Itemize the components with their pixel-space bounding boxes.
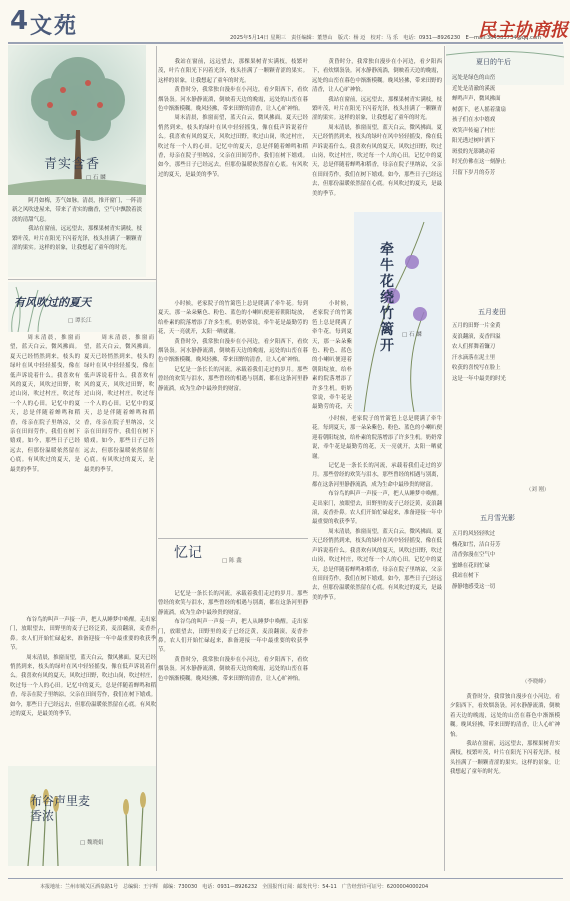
- header-meta: 2025年5月14日 星期三 责任编辑：董慧山 版式：杨 迈 校对：马 乐 电话：0931—8926230 E—mail:364583734@qq.com: [230, 35, 542, 41]
- page-number: 4: [10, 6, 29, 36]
- article-body-continued: 周末清晨，推窗而望，蓝天白云，微风拂面。夏天已经悄然到来，枝头的绿叶在风中轻轻摇曳，像在低声诉说着什么。我喜欢有风的夏天，风吹过田野，吹过山岗，吹过村庄，吹过每一个人的心田。记忆中的夏天，总是伴随着蝉鸣和稻香，母亲在院子里纳凉，父亲在田间劳作，我们在树下嬉戏。如今，那些日子已经远去，但那份温暖依然留在心底。有风吹过的夏天，是最美的季节。: [84, 335, 154, 473]
- section-title: 文苑: [30, 14, 79, 39]
- section-divider: [158, 538, 308, 539]
- article-author: □ 石 麟: [402, 332, 422, 338]
- article-title: 青实含香: [44, 157, 101, 172]
- morning-glory-illustration: [354, 212, 442, 412]
- article-body: 阿月如梅，芳气如脉。清晨，推开窗门，一阵清新之风吹进屋来，带来了青实的幽香，空气中飘散着淡淡的清甜气息。 我站在窗前，远远望去，那棵果树青实满枝，枝繁叶茂，叶片在阳光下闪着光泽，枝头挂满了一颗颗青涩的果实。这样的景象，让我想起了童年的时光。: [12, 198, 142, 252]
- article-maixiang: [8, 616, 156, 872]
- header-rule: [8, 42, 563, 44]
- poem-title: 五月麦田: [478, 308, 506, 316]
- middle-right-lower: 小时候，老家院子的竹篱笆上总是爬满了牵牛花。每到夏天，那一朵朵紫色、粉色、蓝色的小喇叭便迎着朝阳绽放，给朴素的院落增添了许多生机。奶奶常说，牵牛花是最勤劳的花，天一亮就开，太阳一晒就谢。 记忆是一条长长的河流，承载着我们走过的岁月。那些曾经的欢笑与泪水，那些曾经的相遇与别离，都在这条河里静静流淌，成为生命中最珍贵的财富。 布谷鸟的叫声一声接一声，把人从睡梦中唤醒。走出家门，放眼望去，田野里的麦子已经泛黄，麦浪翻滚，麦香扑鼻。农人们开始忙碌起来，准备迎接一年中最重要的收获季节。 周末清晨，推窗而望，蓝天白云，微风拂面。夏天已经悄然到来，枝头的绿叶在风中轻轻摇曳，像在低声诉说着什么。我喜欢有风的夏天，风吹过田野，吹过山岗，吹过村庄，吹过每一个人的心田。记忆中的夏天，总是伴随着蝉鸣和稻香，母亲在院子里纳凉，父亲在田间劳作，我们在树下嬉戏。如今，那些日子已经远去，但那份温暖依然留在心底。有风吹过的夏天，是最美的季节。: [312, 416, 442, 601]
- section-divider: [8, 279, 156, 280]
- poem-body: 五月的风轻轻吹过 槐花如雪，洁白芬芳 清香弥漫在空气中 蜜蜂在花间忙碌 我站在树下 静静地感受这一切: [452, 531, 501, 590]
- poem-body: 远处是绿色的山峦 近处是清澈的溪流 蝉鸣声声，微风拂面 树荫下，老人摇着蒲扇 孩子们在水中嬉戏 欢笑声传遍了村庄 阳光透过树叶洒下 斑驳的光影跳动着 时光仿佛在这一刻静止 只留下岁月的芬芳: [452, 75, 506, 176]
- middle-text-bottom: 小时候，老家院子的竹篱笆上总是爬满了牵牛花。每到夏天，那一朵朵紫色、粉色、蓝色的小喇叭便迎着朝阳绽放，给朴素的院落增添了许多生机。奶奶常说，牵牛花是最勤劳的花，天一亮就开，太阳一晒就谢。 黄昏时分，我常独自漫步在小河边，看夕阳西下，看炊烟袅袅。河水静静流淌，倒映着天边的晚霞，远处的山峦在暮色中渐渐模糊。晚风轻拂，带来田野的清香，让人心旷神怡。 记忆是一条长长的河流，承载着我们走过的岁月。那些曾经的欢笑与泪水，那些曾经的相遇与别离，都在这条河里静静流淌，成为生命中最珍贵的财富。: [158, 301, 308, 392]
- middle-text-lower: 记忆是一条长长的河流，承载着我们走过的岁月。那些曾经的欢笑与泪水，那些曾经的相遇与别离，都在这条河里静静流淌，成为生命中最珍贵的财富。 布谷鸟的叫声一声接一声，把人从睡梦中唤醒。走出家门，放眼望去，田野里的麦子已经泛黄，麦浪翻滚，麦香扑鼻。农人们开始忙碌起来，准备迎接一年中最重要的收获季节。 黄昏时分，我常独自漫步在小河边，看夕阳西下，看炊烟袅袅。河水静静流淌，倒映着天边的晚霞，远处的山峦在暮色中渐渐模糊。晚风轻拂，带来田野的清香，让人心旷神怡。: [158, 591, 308, 682]
- article-title: 布谷声里麦香浓: [30, 794, 91, 823]
- right-lower-text: 黄昏时分，我常独自漫步在小河边，看夕阳西下，看炊烟袅袅。河水静静流淌，倒映着天边的晚霞，远处的山峦在暮色中渐渐模糊。晚风轻拂，带来田野的清香，让人心旷神怡。 我站在窗前，远远望去，那棵果树青实满枝，枝繁叶茂，叶片在阳光下闪着光泽，枝头挂满了一颗颗青涩的果实。这样的景象，让我想起了童年的时光。: [450, 694, 560, 776]
- article-title: 牵牛花绕竹篱开: [380, 242, 394, 354]
- poem-author: （李晓峰）: [522, 679, 549, 685]
- poem-title: 五月雪光影: [480, 514, 515, 522]
- article-title: 有风吹过的夏天: [14, 296, 91, 309]
- tree-illustration: [8, 45, 146, 195]
- article-qingshi: [8, 45, 146, 277]
- article-jiniu: [354, 212, 442, 412]
- middle-text-top: 我站在窗前，远远望去，那棵果树青实满枝，枝繁叶茂，叶片在阳光下闪着光泽，枝头挂满了一颗颗青涩的果实。这样的景象，让我想起了童年的时光。 黄昏时分，我常独自漫步在小河边，看夕阳西下，看炊烟袅袅。河水静静流淌，倒映着天边的晚霞，远处的山峦在暮色中渐渐模糊。晚风轻拂，带来田野的清香，让人心旷神怡。 周末清晨，推窗而望，蓝天白云，微风拂面。夏天已经悄然到来，枝头的绿叶在风中轻轻摇曳，像在低声诉说着什么。我喜欢有风的夏天，风吹过田野，吹过山岗，吹过村庄，吹过每一个人的心田。记忆中的夏天，总是伴随着蝉鸣和稻香，母亲在院子里纳凉，父亲在田间劳作，我们在树下嬉戏。如今，那些日子已经远去，但那份温暖依然留在心底。有风吹过的夏天，是最美的季节。: [158, 59, 308, 178]
- poem-body: 五月的田野一片金黄 麦浪翻滚，麦香四溢 农人们挥舞着镰刀 汗水滴落在泥土里 收获的喜悦写在脸上 这是一年中最美的时光: [452, 323, 506, 382]
- article-author: □ 魏晓娟: [80, 840, 104, 846]
- page-header: [0, 0, 570, 42]
- column-divider: [156, 46, 157, 871]
- article-body: 布谷鸟的叫声一声接一声，把人从睡梦中唤醒。走出家门，放眼望去，田野里的麦子已经泛黄，麦浪翻滚，麦香扑鼻。农人们开始忙碌起来，准备迎接一年中最重要的收获季节。 周末清晨，推窗而望，蓝天白云，微风拂面。夏天已经悄然到来，枝头的绿叶在风中轻轻摇曳，像在低声诉说着什么。我喜欢有风的夏天，风吹过田野，吹过山岗，吹过村庄，吹过每一个人的心田。记忆中的夏天，总是伴随着蝉鸣和稻香，母亲在院子里纳凉，父亲在田间劳作，我们在树下嬉戏。如今，那些日子已经远去，但那份温暖依然留在心底。有风吹过的夏天，是最美的季节。: [10, 617, 156, 718]
- poem-column: [446, 45, 564, 873]
- article-jiyi: [168, 542, 288, 582]
- article-author: □ 石 麟: [86, 175, 106, 181]
- column-divider: [444, 46, 445, 871]
- poem-title: 夏日的午后: [476, 58, 511, 66]
- article-body: 周末清晨，推窗而望，蓝天白云，微风拂面。夏天已经悄然到来，枝头的绿叶在风中轻轻摇曳，像在低声诉说着什么。我喜欢有风的夏天，风吹过田野，吹过山岗，吹过村庄，吹过每一个人的心田。记忆中的夏天，总是伴随着蝉鸣和稻香，母亲在院子里纳凉，父亲在田间劳作，我们在树下嬉戏。如今，那些日子已经远去，但那份温暖依然留在心底。有风吹过的夏天，是最美的季节。: [10, 335, 80, 473]
- paper-name: 民主协商报: [478, 20, 568, 41]
- article-youfeng: [8, 282, 156, 612]
- article-author: □ 谭长江: [68, 318, 92, 324]
- poem-author: （刘 刚）: [526, 487, 550, 493]
- middle-text-top-right: 黄昏时分，我常独自漫步在小河边，看夕阳西下，看炊烟袅袅。河水静静流淌，倒映着天边的晚霞，远处的山峦在暮色中渐渐模糊。晚风轻拂，带来田野的清香，让人心旷神怡。 我站在窗前，远远望去，那棵果树青实满枝，枝繁叶茂，叶片在阳光下闪着光泽，枝头挂满了一颗颗青涩的果实。这样的景象，让我想起了童年的时光。 周末清晨，推窗而望，蓝天白云，微风拂面。夏天已经悄然到来，枝头的绿叶在风中轻轻摇曳，像在低声诉说着什么。我喜欢有风的夏天，风吹过田野，吹过山岗，吹过村庄，吹过每一个人的心田。记忆中的夏天，总是伴随着蝉鸣和稻香，母亲在院子里纳凉，父亲在田间劳作，我们在树下嬉戏。如今，那些日子已经远去，但那份温暖依然留在心底。有风吹过的夏天，是最美的季节。: [312, 59, 442, 197]
- middle-text-bottom-right: 小时候，老家院子的竹篱笆上总是爬满了牵牛花。每到夏天，那一朵朵紫色、粉色、蓝色的小喇叭便迎着朝阳绽放，给朴素的院落增添了许多生机。奶奶常说，牵牛花是最勤劳的花，天: [312, 301, 352, 410]
- article-author: □ 陈 鑫: [222, 558, 242, 564]
- footer: 本报地址：兰州市城关区酒泉路1号 总编辑：王宇辉 邮编：730030 电话：0931—8926232 全国报刊订阅：邮发代号：54-11 广告经营许可证号：6200004000204: [40, 884, 429, 890]
- footer-rule: [8, 878, 563, 879]
- article-title: 忆记: [174, 545, 202, 561]
